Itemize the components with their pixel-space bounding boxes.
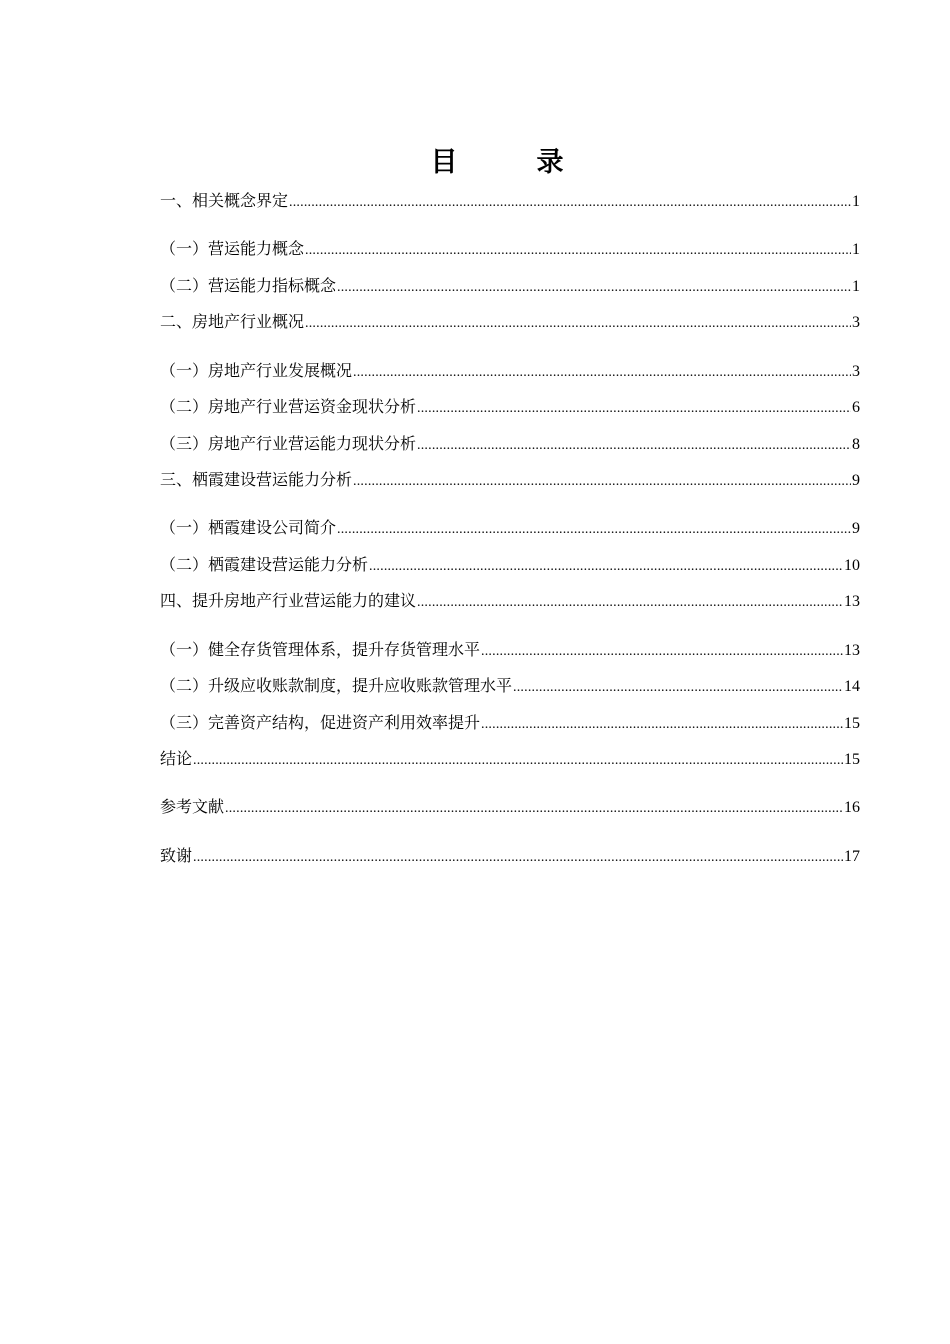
toc-entry[interactable] <box>160 513 860 543</box>
toc-leader-dots <box>417 431 851 461</box>
toc-entry-label: 一、相关概念界定 <box>160 191 289 210</box>
toc-leader-dots <box>193 843 843 873</box>
toc-entry-label: （三）房地产行业营运能力现状分析 <box>160 434 417 453</box>
toc-entry[interactable] <box>160 392 860 422</box>
toc-entry[interactable] <box>160 356 860 386</box>
toc-entry[interactable] <box>160 234 860 264</box>
toc-page-number: 10 <box>844 557 860 574</box>
toc-entry[interactable] <box>160 186 860 216</box>
toc-leader-dots <box>481 710 843 740</box>
toc-page-number: 13 <box>844 642 860 659</box>
toc-page-number: 3 <box>852 363 860 380</box>
toc-page-number: 3 <box>852 314 860 331</box>
toc-leader-dots <box>353 467 851 497</box>
toc-leader-dots <box>337 273 851 303</box>
toc-entry-label: （二）营运能力指标概念 <box>160 276 337 295</box>
toc-leader-dots <box>225 794 843 824</box>
toc-entry-label: 参考文献 <box>160 797 225 816</box>
toc-entry-label: （二）升级应收账款制度，提升应收账款管理水平 <box>160 676 513 695</box>
toc-entry[interactable] <box>160 841 860 871</box>
toc-leader-dots <box>337 515 851 545</box>
toc-page-number: 8 <box>852 436 860 453</box>
toc-page-number: 14 <box>844 678 860 695</box>
toc-page-number: 6 <box>852 399 860 416</box>
toc-entry-label: 二、房地产行业概况 <box>160 312 305 331</box>
toc-entry-label: （一）房地产行业发展概况 <box>160 361 353 380</box>
toc-entry-label: （一）健全存货管理体系，提升存货管理水平 <box>160 640 481 659</box>
toc-page-number: 9 <box>852 520 860 537</box>
toc-page-number: 15 <box>844 751 860 768</box>
toc-entry-label: （二）房地产行业营运资金现状分析 <box>160 397 417 416</box>
toc-entry-label: 四、提升房地产行业营运能力的建议 <box>160 591 417 610</box>
toc-entry-label: （一）营运能力概念 <box>160 239 305 258</box>
toc-entry-label: （二）栖霞建设营运能力分析 <box>160 555 369 574</box>
toc-entry-label: 三、栖霞建设营运能力分析 <box>160 470 353 489</box>
toc-page-number: 16 <box>844 799 860 816</box>
toc-entry[interactable] <box>160 271 860 301</box>
toc-entry[interactable] <box>160 307 860 337</box>
toc-entry[interactable] <box>160 550 860 580</box>
toc-page-number: 1 <box>852 278 860 295</box>
toc-page-number: 9 <box>852 472 860 489</box>
toc-leader-dots <box>513 673 843 703</box>
toc-entry[interactable] <box>160 708 860 738</box>
toc-page-number: 1 <box>852 241 860 258</box>
toc-leader-dots <box>417 394 851 424</box>
toc-entry[interactable] <box>160 792 860 822</box>
toc-entry[interactable] <box>160 671 860 701</box>
toc-title: 目 录 <box>430 147 590 178</box>
toc-leader-dots <box>193 746 843 776</box>
toc-leader-dots <box>481 637 843 667</box>
toc-entry[interactable] <box>160 635 860 665</box>
toc-page-number: 17 <box>844 848 860 865</box>
toc-entry-label: （三）完善资产结构，促进资产利用效率提升 <box>160 713 481 732</box>
toc-page-number: 1 <box>852 193 860 210</box>
toc-leader-dots <box>369 552 843 582</box>
toc-leader-dots <box>305 236 851 266</box>
toc-leader-dots <box>417 588 843 618</box>
toc-entry-label: 致谢 <box>160 846 193 865</box>
toc-leader-dots <box>353 358 851 388</box>
toc-entry[interactable] <box>160 429 860 459</box>
toc-entry-label: 结论 <box>160 749 193 768</box>
toc-leader-dots <box>289 188 851 218</box>
toc-entry[interactable] <box>160 744 860 774</box>
toc-leader-dots <box>305 309 851 339</box>
toc-entry[interactable] <box>160 465 860 495</box>
toc-entry[interactable] <box>160 586 860 616</box>
toc-page-number: 13 <box>844 593 860 610</box>
toc-entry-label: （一）栖霞建设公司简介 <box>160 518 337 537</box>
toc-page-number: 15 <box>844 715 860 732</box>
